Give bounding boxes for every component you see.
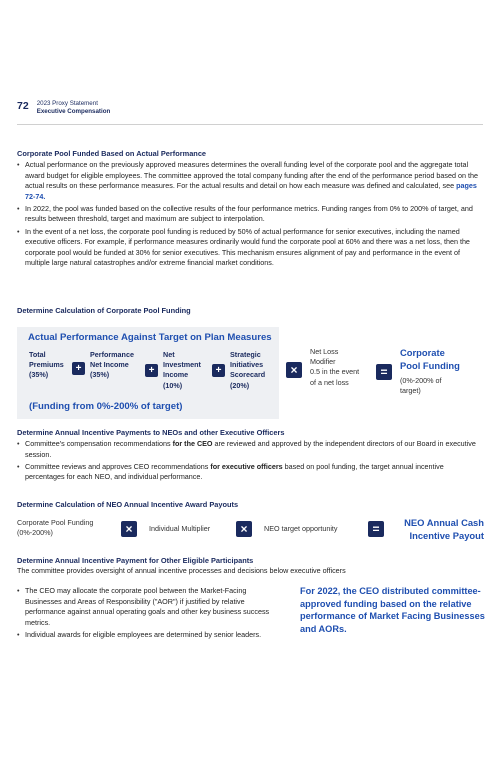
corporate-pool-bullet-2: • In 2022, the pool was funded based on the collective results of the four performance metrics. Funding ranges from 0% to 200% of target, and results between threshold, target and maximum are subject to interpolation. <box>17 204 483 225</box>
funding-note: (Funding from 0%-200% of target) <box>29 401 183 412</box>
calc-heading: Determine Calculation of Corporate Pool Funding <box>17 306 191 315</box>
neo-term-target-opportunity: NEO target opportunity <box>264 524 338 533</box>
corporate-pool-bullet-3: • In the event of a net loss, the corporate pool funding is reduced by 50% of actual performance for senior executives, including the named executive officers. For example, if performance measures ordinarily would fund the corporate pool at 60% and there was a net loss, then the corporate pool would be funded at 30% for senior executives. This mechanism ensures alignment of pay and performance in the event of multiple large natural catastrophes and/or extreme financial market conditions. <box>17 227 483 269</box>
corporate-pool-bullet-1: • Actual performance on the previously approved measures determines the overall funding level of the corporate pool and the aggregate total award budget for eligible employees. The committee approved the total company funding after the end of the performance period based on the actual results on these performance measures. For the actual results and detail on how each measure was defined and calculated, see pages 72-74. <box>17 160 483 202</box>
page-header <box>17 100 110 117</box>
corporate-pool-funding-range: (0%-200% of target) <box>400 376 442 396</box>
neo-calc-heading: Determine Calculation of NEO Annual Incentive Award Payouts <box>17 500 239 509</box>
other-heading: Determine Annual Incentive Payment for Other Eligible Participants <box>17 556 254 565</box>
neo-heading: Determine Annual Incentive Payments to NEOs and other Executive Officers <box>17 428 285 437</box>
other-bullet-1: • The CEO may allocate the corporate pool between the Market-Facing Businesses and Areas of Responsibility ("AOR") if justified by relative performance against annual operating goals and other key business success metrics. <box>17 586 285 628</box>
pages-link[interactable]: pages 72-74. <box>25 181 477 201</box>
equals-icon: = <box>376 364 392 380</box>
neo-bullet-1: • Committee's compensation recommendations for the CEO are reviewed and approved by the independent directors of our Board in executive session. <box>17 439 483 460</box>
neo-term-individual-multiplier: Individual Multiplier <box>149 524 211 533</box>
corporate-pool-heading: Corporate Pool Funded Based on Actual Performance <box>17 149 207 158</box>
plus-icon: + <box>72 362 85 375</box>
header-divider <box>17 124 483 125</box>
measure-net-income: Performance Net Income (35%) <box>90 350 134 380</box>
neo-payout-result: NEO Annual Cash Incentive Payout <box>404 517 484 541</box>
neo-section <box>17 428 483 484</box>
multiply-icon: × <box>236 521 252 537</box>
corporate-pool-section <box>17 149 483 270</box>
plus-icon: + <box>212 364 225 377</box>
callout-2022: For 2022, the CEO distributed committee-approved funding based on the relative performance of Market Facing Businesses and AORs. <box>300 586 485 634</box>
equals-icon: = <box>368 521 384 537</box>
other-participants-section <box>17 556 483 577</box>
measure-strategic-initiatives: Strategic Initiatives Scorecard (20%) <box>230 350 266 390</box>
doc-title: 2023 Proxy Statement <box>36 100 98 107</box>
net-loss-modifier: Net Loss Modifier 0.5 in the event of a net loss <box>310 347 360 387</box>
multiply-icon: × <box>121 521 137 537</box>
neo-term-pool-funding: Corporate Pool Funding (0%-200%) <box>17 518 94 538</box>
section-title: Executive Compensation <box>36 108 111 116</box>
other-bullets <box>17 586 285 642</box>
page-number: 72 <box>17 100 29 112</box>
measure-net-investment-income: Net Investment Income (10%) <box>163 350 201 390</box>
plus-icon: + <box>145 364 158 377</box>
multiply-icon: × <box>286 362 302 378</box>
plan-measures-title: Actual Performance Against Target on Plan Measures <box>28 332 272 343</box>
measure-total-premiums: Total Premiums (35%) <box>29 350 64 380</box>
other-intro: The committee provides oversight of annual incentive processes and decisions below executive officers <box>17 566 346 575</box>
neo-bullet-2: • Committee reviews and approves CEO recommendations for executive officers based on pool funding, the target annual incentive percentages for each NEO, and individual performance. <box>17 462 483 483</box>
corporate-pool-funding-result: Corporate Pool Funding <box>400 347 460 371</box>
other-bullet-2: • Individual awards for eligible employees are determined by senior leaders. <box>17 630 285 641</box>
